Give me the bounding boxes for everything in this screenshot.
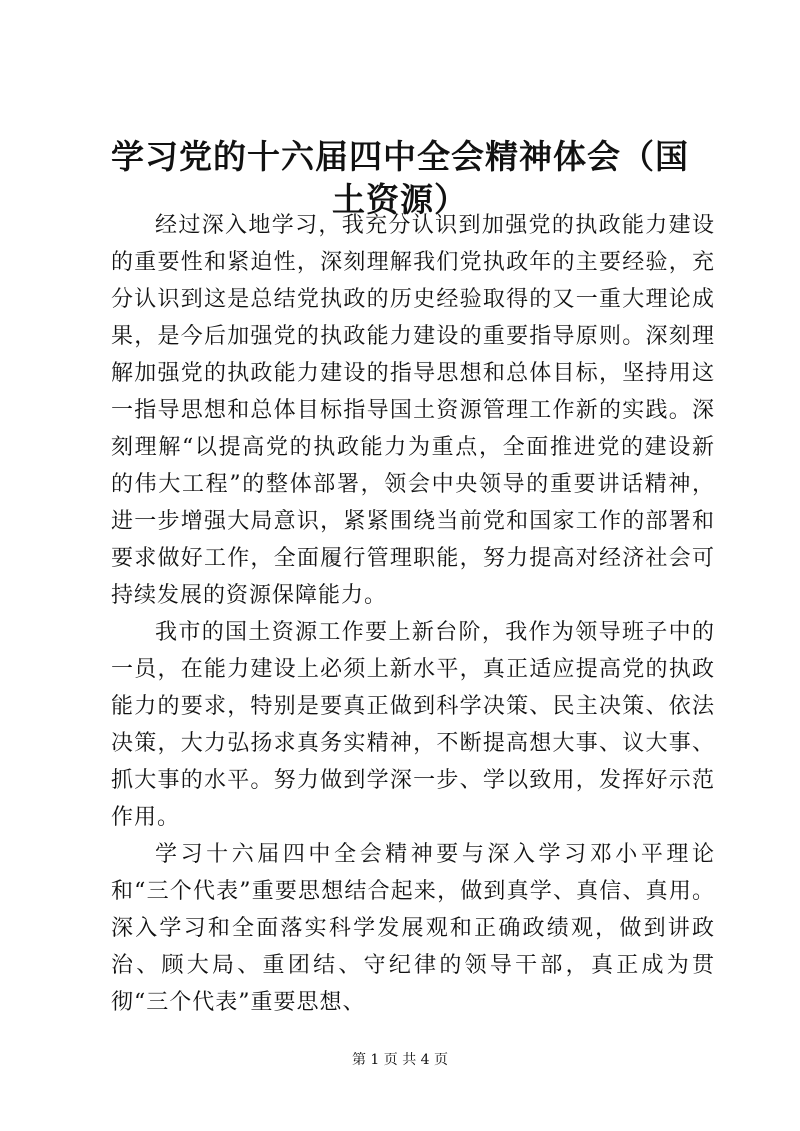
paragraph-2: 我市的国土资源工作要上新台阶，我作为领导班子中的一员，在能力建设上必须上新水平，真正适应提高党的执政能力的要求，特别是要真正做到科学决策、民主决策、依法决策，大力弘扬求真务实精神，不断提高想大事、议大事、抓大事的水平。努力做到学深一步、学以致用，发挥好示范作用。 xyxy=(111,620,715,830)
paragraph-3: 学习十六届四中全会精神要与深入学习邓小平理论和“三个代表”重要思想结合起来，做到真学、真信、真用。深入学习和全面落实科学发展观和正确政绩观，做到讲政治、顾大局、重团结、守纪律的领导干部，真正成为贯彻“三个代表”重要思想、 xyxy=(111,842,715,1015)
document-body xyxy=(111,207,715,1021)
document-title: 学习党的十六届四中全会精神体会（国土资源） xyxy=(111,137,689,219)
page-footer: 第 1 页 共 4 页 xyxy=(351,1052,449,1068)
paragraph-1: 经过深入地学习，我充分认识到加强党的执政能力建设的重要性和紧迫性，深刻理解我们党执政年的主要经验，充分认识到这是总结党执政的历史经验取得的又一重大理论成果，是今后加强党的执政能力建设的重要指导原则。深刻理解加强党的执政能力建设的指导思想和总体目标，坚持用这一指导思想和总体目标指导国土资源管理工作新的实践。深刻理解“以提高党的执政能力为重点，全面推进党的建设新的伟大工程”的整体部署，领会中央领导的重要讲话精神，进一步增强大局意识，紧紧围绕当前党和国家工作的部署和要求做好工作，全面履行管理职能，努力提高对经济社会可持续发展的资源保障能力。 xyxy=(111,213,715,608)
